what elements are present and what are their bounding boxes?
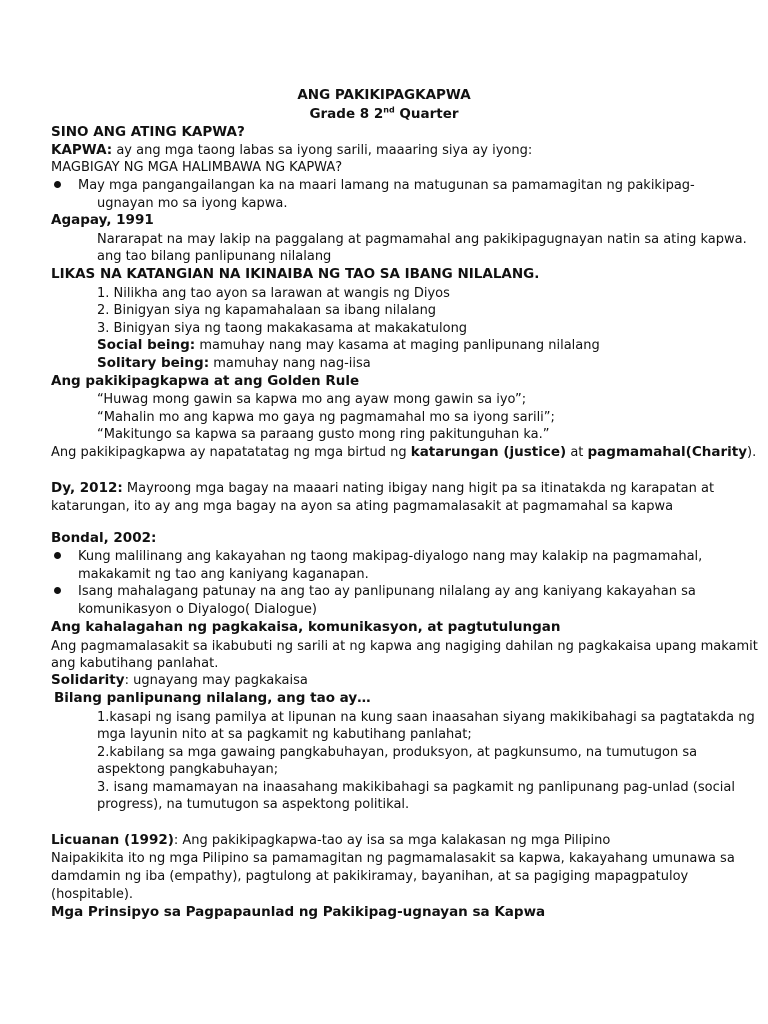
- bondal-bullet2-line1: Isang mahalagang patunay na ang tao ay panlipunang nilalang ay ang kaniyang kakayahan sa: [78, 584, 696, 599]
- bullet-icon: [54, 181, 61, 188]
- solidarity-def: : ugnayang may pagkakaisa: [124, 673, 308, 688]
- golden-rule-quote: “Makitungo sa kapwa sa paraang gusto mong ring pakitunguhan ka.”: [97, 427, 550, 442]
- solitary-being-line: [97, 355, 371, 372]
- kapwa-term: KAPWA:: [51, 142, 113, 158]
- kahalagahan-line1: Ang pagmamalasakit sa ikabubuti ng sarili at ng kapwa ang nagiging dahilan ng pagkakaisa upang makamit: [51, 639, 758, 654]
- kahalagahan-heading: Ang kahalagahan ng pagkakaisa, komunikasyon, at pagtutulungan: [51, 619, 561, 635]
- birtud-charity: pagmamahal(Charity: [587, 444, 747, 460]
- licuanan-term: Licuanan (1992): [51, 832, 174, 848]
- bondal-heading: Bondal, 2002:: [51, 530, 157, 546]
- solitary-being-term: Solitary being:: [97, 355, 210, 371]
- sino-heading: SINO ANG ATING KAPWA?: [51, 124, 245, 140]
- bilang-line: 2.kabilang sa mga gawaing pangkabuhayan, produksyon, at pagkunsumo, na tumutugon sa: [97, 745, 698, 760]
- bilang-line: 3. isang mamamayan na inaasahang makikibahagi sa pagkamit ng panlipunang pag-unlad (social: [97, 780, 735, 795]
- birtud-line: [51, 444, 756, 461]
- bullet1-line1: May mga pangangailangan ka na maari lamang na matugunan sa pamamagitan ng pakikipag-: [78, 178, 695, 193]
- document-title: ANG PAKIKIPAGKAPWA: [297, 87, 471, 103]
- birtud-post: ).: [747, 445, 757, 460]
- social-being-term: Social being:: [97, 337, 196, 353]
- naipakikita-line: Naipakikita ito ng mga Pilipino sa pamamagitan ng pagmamalasakit sa kapwa, kakayahang umunawa sa: [51, 851, 735, 866]
- bondal-bullet1-line1: Kung malilinang ang kakayahan ng taong makipag-diyalogo nang may kalakip na pagmamahal,: [78, 549, 703, 564]
- bilang-line: mga layunin nito at sa pagkamit ng kabutihang panlahat;: [97, 727, 472, 742]
- agapay-heading: Agapay, 1991: [51, 212, 154, 228]
- solidarity-term: Solidarity: [51, 672, 125, 688]
- magbigay-line: MAGBIGAY NG MGA HALIMBAWA NG KAPWA?: [51, 160, 343, 175]
- golden-rule-heading: Ang pakikipagkapwa at ang Golden Rule: [51, 373, 360, 389]
- kapwa-def-text: ay ang mga taong labas sa iyong sarili, maaaring siya ay iyong:: [112, 143, 533, 158]
- kahalagahan-line2: ang kabutihang panlahat.: [51, 656, 219, 671]
- document-subtitle: [0, 106, 768, 123]
- likas-item: 2. Binigyan siya ng kapamahalaan sa ibang nilalang: [97, 303, 437, 318]
- licuanan-line: [51, 832, 610, 849]
- dy-line1: [51, 480, 714, 497]
- bilang-line: 1.kasapi ng isang pamilya at lipunan na kung saan inaasahan siyang makikibahagi sa pagtatakda ng: [97, 710, 755, 725]
- likas-item: 3. Binigyan siya ng taong makakasama at makakatulong: [97, 321, 468, 336]
- birtud-pre: Ang pakikipagkapwa ay napatatatag ng mga birtud ng: [51, 445, 411, 460]
- bullet-icon: [54, 552, 61, 559]
- kapwa-definition: [51, 142, 532, 159]
- subtitle-grade: Grade 8 2: [309, 106, 384, 122]
- golden-rule-quote: “Mahalin mo ang kapwa mo gaya ng pagmamahal mo sa iyong sarili”;: [97, 410, 555, 425]
- bilang-line: progress), na tumutugon sa aspektong politikal.: [97, 797, 410, 812]
- naipakikita-line: damdamin ng iba (empathy), pagtulong at pakikiramay, bayanihan, at sa pagiging mapagpatuloy: [51, 869, 689, 884]
- dy-term: Dy, 2012:: [51, 480, 123, 496]
- bondal-bullet1-line2: makakamit ng tao ang kaniyang kaganapan.: [78, 567, 369, 582]
- prinsipyo-heading: Mga Prinsipyo sa Pagpapaunlad ng Pakikipag-ugnayan sa Kapwa: [51, 904, 546, 920]
- likas-item: 1. Nilikha ang tao ayon sa larawan at wangis ng Diyos: [97, 286, 450, 301]
- subtitle-ordinal: nd: [383, 105, 395, 115]
- licuanan-def: : Ang pakikipagkapwa-tao ay isa sa mga kalakasan ng mga Pilipino: [173, 833, 611, 848]
- birtud-justice: katarungan (justice): [410, 444, 567, 460]
- agapay-line2: ang tao bilang panlipunang nilalang: [97, 249, 332, 264]
- dy-def: Mayroong mga bagay na maaari nating ibigay nang higit pa sa itinatakda ng karapatan at: [122, 481, 715, 496]
- subtitle-quarter: Quarter: [394, 106, 459, 122]
- likas-heading: LIKAS NA KATANGIAN NA IKINAIBA NG TAO SA IBANG NILALANG.: [51, 266, 540, 282]
- agapay-line1: Nararapat na may lakip na paggalang at pagmamahal ang pakikipagugnayan natin sa ating kapwa.: [97, 232, 747, 247]
- naipakikita-line: (hospitable).: [51, 887, 134, 902]
- solidarity-line: [51, 672, 308, 689]
- social-being-line: [97, 337, 600, 354]
- bullet-icon: [54, 587, 61, 594]
- birtud-mid: at: [566, 445, 588, 460]
- golden-rule-quote: “Huwag mong gawin sa kapwa mo ang ayaw mong gawin sa iyo”;: [97, 392, 527, 407]
- bilang-line: aspektong pangkabuhayan;: [97, 762, 279, 777]
- social-being-def: mamuhay nang may kasama at maging panlipunang nilalang: [195, 338, 600, 353]
- solitary-being-def: mamuhay nang nag-iisa: [209, 356, 371, 371]
- dy-line2: katarungan, ito ay ang mga bagay na ayon sa ating pagmamalasakit at pagmamahal sa kapwa: [51, 499, 674, 514]
- bondal-bullet2-line2: komunikasyon o Diyalogo( Dialogue): [78, 602, 317, 617]
- bullet1-line2: ugnayan mo sa iyong kapwa.: [97, 196, 288, 211]
- bilang-heading: Bilang panlipunang nilalang, ang tao ay…: [54, 690, 371, 706]
